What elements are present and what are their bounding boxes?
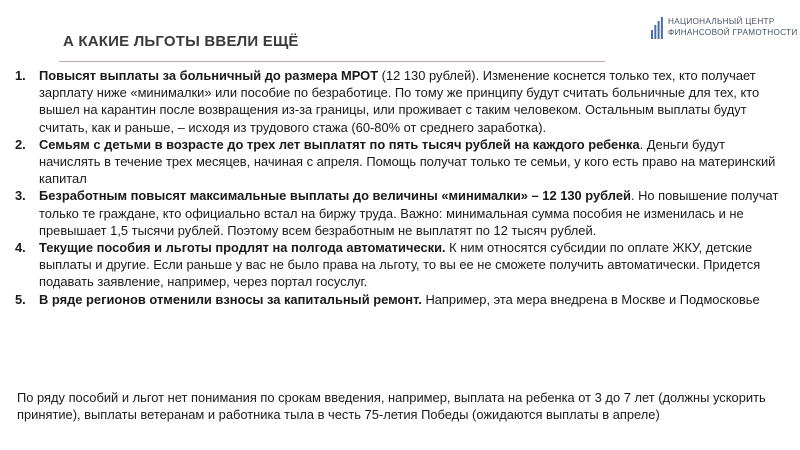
item-text: К ним относятся субсидии по оплате ЖКУ, детские выплаты и другие. Если раньше у вас не было права на льготу, то вы ее не сможете получить автоматически. Придется подавать заявление, например, через портал госуслуг. [39,240,761,290]
item-headline: Семьям с детьми в возрасте до трех лет выплатят по пять тысяч рублей на каждого ребенка [39,136,640,152]
list-item [15,239,785,291]
item-number: 5. [15,291,26,307]
logo-bars-icon [651,17,663,39]
item-headline: Повысят выплаты за больничный до размера МРОТ [39,68,379,83]
item-text: Например, эта мера внедрена в Москве и Подмосковье [421,291,760,307]
benefits-list [15,67,785,308]
item-number: 4. [15,240,26,256]
list-item [15,187,785,239]
item-text: . Деньги будут начислять в течение трех месяцев, начиная с апреля. Помощь получат только те семьи, у кого есть право на материнский капитал [39,136,776,187]
list-item [15,136,785,188]
list-item [15,67,785,136]
list-item [15,291,785,308]
item-number: 2. [15,136,26,152]
footnote-paragraph: По ряду пособий и льгот нет понимания по срокам введения, например, выплата на ребенка от 3 до 7 лет (должны ускорить принятие), выплаты ветеранам и работника тыла в честь 75-летия Победы (ожидаются выплаты в апреле) [17,390,766,423]
item-number: 3. [15,188,26,204]
ncfg-logo [651,17,798,43]
logo-text [668,17,798,38]
item-text: . Но повышение получат только те граждане, кто официально встал на биржу труда. Важно: минимальная сумма пособия не изменилась и не превышает 1,5 тысячи рублей. Поэтому всем безработным не выплатят по 12 тысяч рублей. [39,188,779,238]
item-headline: В ряде регионов отменили взносы за капитальный ремонт. [39,291,422,307]
item-text: (12 130 рублей). Изменение коснется только тех, кто получает зарплату ниже «минималки» или пособие по безработице. По тому же принципу будут считать больничные для тех, кто вышел на карантин после возвращения из-за границы, или проживает с таким человеком. Остальным выплаты будут считать, как и раньше, – исходя из трудового стажа (60-80% от среднего заработка). [39,68,760,135]
item-headline: Безработным повысят максимальные выплаты до величины «минималки» – 12 130 рублей [39,188,631,204]
title-divider [59,61,605,62]
logo-line-1: НАЦИОНАЛЬНЫЙ ЦЕНТР [668,17,775,26]
logo-line-2: ФИНАНСОВОЙ ГРАМОТНОСТИ [668,27,798,37]
item-headline: Текущие пособия и льготы продлят на полгода автоматически. [39,240,446,256]
slide-title: А КАКИЕ ЛЬГОТЫ ВВЕЛИ ЕЩЁ [63,33,299,50]
item-number: 1. [15,68,26,83]
